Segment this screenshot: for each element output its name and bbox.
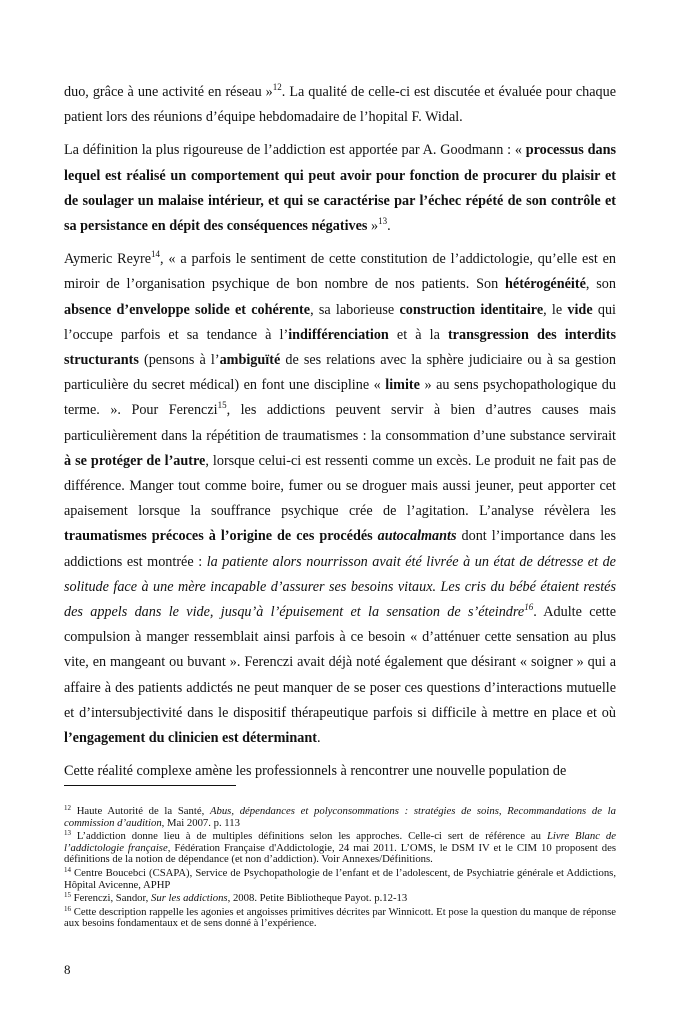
text-run: autocalmants <box>377 528 457 545</box>
text-run: indifférenciation <box>288 326 389 343</box>
text-run: processus dans lequel est réalisé un comportement qui peut avoir pour fonction de procurer du plaisir et de soulager un malaise intérieur, et qui se caractérise par l’échec répété de son contrôle et sa persistance en dépit des conséquences négatives <box>64 142 617 235</box>
footnote <box>64 893 616 905</box>
footnote-reference: 14 <box>151 249 161 260</box>
page-number: 8 <box>64 962 71 977</box>
paragraph <box>64 247 616 751</box>
footnote-reference: 12 <box>64 804 71 812</box>
text-run: , Mai 2007. p. 113 <box>161 816 240 829</box>
footnote-reference: 13 <box>378 216 388 227</box>
paragraph <box>64 759 616 784</box>
paragraph <box>64 138 616 239</box>
footnote-reference: 12 <box>272 82 282 92</box>
footnotes <box>64 806 616 932</box>
text-run: hétérogénéité <box>505 276 586 293</box>
text-run: Cette réalité complexe amène les professionnels à rencontrer une nouvelle population de <box>64 763 567 780</box>
text-run: construction identitaire <box>399 301 544 318</box>
text-run: à se protéger de l’autre <box>64 452 206 469</box>
text-run: l’engagement du clinicien est déterminant <box>64 730 317 747</box>
text-run: La définition la plus rigoureuse de l’addiction est apportée par A. Goodmann : « <box>64 142 526 159</box>
text-run: Aymeric Reyre <box>64 251 152 268</box>
footnote-reference: 13 <box>64 829 71 838</box>
text-run: transgression des interdits structurants <box>64 326 616 369</box>
text-run: traumatismes précoces à l’origine de ces procédés <box>64 528 378 545</box>
text-run: , 2008. Petite Bibliotheque Payot. p.12-13 <box>227 892 408 905</box>
text-run: , lorsque celui-ci est ressenti comme un excès. Le produit ne fait pas de différence. Manger tout comme boire, fumer ou se droguer mais aussi jeuner, peut apporter cet apaisement lorsque la souffrance psychique crée de l’agitation. L’analyse révèlera les <box>64 452 616 520</box>
text-run: Haute Autorité de la Santé, <box>71 805 210 817</box>
text-run: » <box>367 218 379 235</box>
footnote-reference: 16 <box>524 602 534 613</box>
text-run: limite <box>385 377 420 394</box>
text-run: de ses relations avec la sphère judiciaire ou à sa gestion particulière du secret médical) en font une discipline « <box>64 352 616 394</box>
text-run: Centre Boucebci (CSAPA), Service de Psychopathologie de l’enfant et de l’adolescent, de Psychiatrie générale et Addictions, Hôpital Avicenne, APHP <box>64 866 616 891</box>
footnote <box>64 904 616 930</box>
text-run: Ferenczi, Sandor, <box>71 892 151 905</box>
text-run: , Fédération Française d'Addictologie, 24 mai 2011. L’OMS, le DSM IV et le CIM 10 proposent des définitions de la notion de dépendance (et non d’addiction). Voir Annexes/Définitions. <box>64 841 616 866</box>
footnote-reference: 14 <box>64 865 71 874</box>
text-run: . <box>387 218 391 235</box>
footnote-reference: 15 <box>217 400 227 411</box>
footnote-reference: 16 <box>64 904 71 913</box>
footnote <box>64 806 616 829</box>
text-run: , son <box>585 276 616 293</box>
text-run: ambiguïté <box>219 352 281 369</box>
text-run: absence d’enveloppe solide et cohérente <box>64 301 311 318</box>
text-run: , « a parfois le sentiment de cette constitution de l’addictologie, qu’elle est en miroir de l’organisation psychique de bon nombre de nos patients. Son <box>64 251 616 293</box>
text-run: . Adulte cette compulsion à manger ressemblait ainsi parfois à ce besoin « d’atténuer cette sensation au plus vite, en mangeant ou buvant ». Ferenczi avait déjà noté également que désirant « soigner » qui a affaire à des patients addictés ne peut manquer de se poser ces questions d’interactions mutuelle et d’intersubjectivité dans le dispositif thérapeutique parfois si difficile à mettre en place et où <box>64 604 616 721</box>
text-run: la patiente alors nourrisson avait été livrée à un état de détresse et de solitude face à une mère incapable d’assurer ses besoins vitaux. Les cris du bébé étaient restés des appels dans le vide, jusqu’à l’épuisement et la sensation de s’éteindre <box>64 553 616 621</box>
text-run: , le <box>543 301 568 318</box>
text-run: L’addiction donne lieu à de multiples définitions selon les approches. Celle-ci sert de référence au <box>71 830 547 843</box>
footnote <box>64 865 616 891</box>
paragraph <box>64 80 616 130</box>
text-run: » au sens psychopathologique du terme. ». Pour Ferenczi <box>64 377 616 419</box>
text-run: , les addictions peuvent servir à bien d’autres causes mais particulièrement dans la répétition de traumatismes : la consommation d’une substance servirait <box>64 402 617 444</box>
text-run: qui l’occupe parfois et sa tendance à l’ <box>64 301 616 343</box>
footnote-separator <box>64 785 236 786</box>
text-run: vide <box>567 301 593 318</box>
body-text <box>64 80 616 792</box>
footnote <box>64 831 616 866</box>
text-run: Sur les addictions <box>151 892 228 905</box>
text-run: Livre Blanc de l’addictologie française <box>64 830 616 854</box>
text-run: Abus, dépendances et polyconsommations : stratégies de soins, Recommandations de la commission d’audition <box>64 805 616 829</box>
text-run: dont l’importance dans les addictions est montrée : <box>64 528 616 570</box>
text-run: Cette description rappelle les agonies et angoisses primitives décrites par Winnicott. Et pose la question du manque de réponse aux besoins fondamentaux et de sens donné à l’expérience. <box>64 905 616 930</box>
text-run: et à la <box>388 326 448 343</box>
text-run: . La qualité de celle-ci est discutée et évaluée pour chaque patient lors des réunions d’équipe hebdomadaire de l’hopital F. Widal. <box>64 84 616 126</box>
text-run: (pensons à l’ <box>138 352 220 369</box>
footnote-reference: 15 <box>64 891 71 900</box>
text-run: . <box>316 730 321 747</box>
text-run: , sa laborieuse <box>310 301 400 318</box>
text-run: duo, grâce à une activité en réseau » <box>64 84 273 100</box>
